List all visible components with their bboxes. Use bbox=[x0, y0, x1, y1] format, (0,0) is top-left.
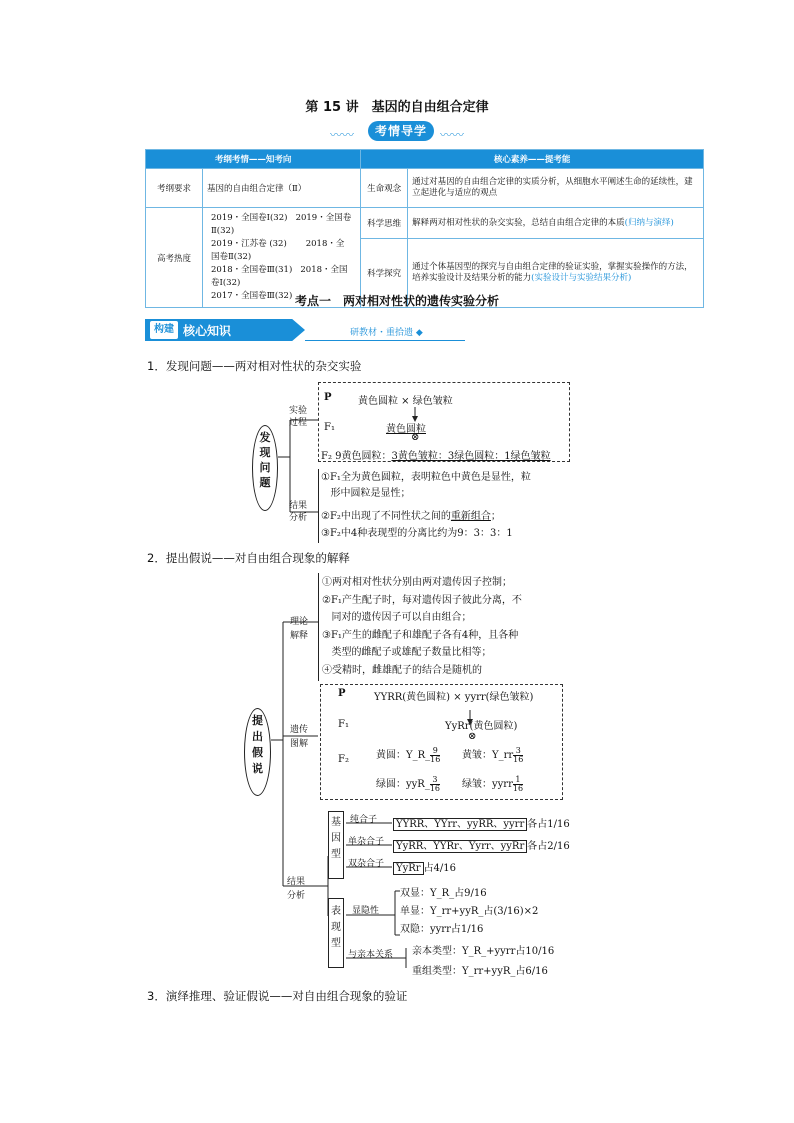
branch-diagram: 遗传 图解 bbox=[290, 725, 309, 749]
section3-title: 3．演绎推理、验证假说——对自由组合现象的验证 bbox=[147, 989, 408, 1003]
req-value: 基因的自由组合定律（Ⅱ） bbox=[203, 169, 361, 208]
p-cross: YYRR(黄色圆粒) × yyrr(绿色皱粒) bbox=[374, 692, 534, 703]
p-label: P bbox=[338, 688, 346, 699]
banner-label: 考情导学 bbox=[368, 121, 434, 141]
f1-value: YyRr(黄色圆粒) bbox=[445, 721, 518, 732]
page-title: 第 15 讲 基因的自由组合定律 bbox=[305, 100, 489, 115]
p-label: P bbox=[324, 392, 332, 403]
heading-text: 核心知识 bbox=[183, 324, 232, 338]
theory-list: ①两对相对性状分别由两对遗传因子控制； ②F₁产生配子时，每对遗传因子彼此分离，不 同对的遗传因子可以自由组合； ③F₁产生的雌配子和雄配子各有4种，且各种 类型的雌配子或雄配子数量比相等； ④受精时，雌雄配子的结合是随机的 bbox=[322, 577, 522, 676]
heat-label: 高考热度 bbox=[146, 208, 203, 308]
f2-green-wrinkled: 绿皱：yyrr $\frac{1}{16}$ bbox=[462, 775, 524, 793]
parental-type: 亲本类型：Y_R_+yyrr占10/16 bbox=[412, 946, 555, 957]
selfing-icon: ⊗ bbox=[411, 432, 420, 443]
double-het-value: YyRr 占4/16 bbox=[393, 859, 456, 874]
f2-row: F₂ 9黄色圆粒：3黄色皱粒：3绿色圆粒：1绿色皱粒 bbox=[321, 451, 551, 462]
f2-yellow-round: 黄圆：Y_R_ $\frac{9}{16}$ bbox=[376, 746, 441, 764]
section-title: 考点一 两对相对性状的遗传实验分析 bbox=[294, 294, 499, 308]
f2-label: F₂ bbox=[338, 754, 349, 765]
f1-label: F₁ bbox=[324, 422, 335, 433]
p-cross: 黄色圆粒 × 绿色皱粒 bbox=[358, 396, 453, 407]
lit-label: 生命观念 bbox=[361, 169, 408, 208]
genotype-box: 基 因 型 bbox=[328, 811, 344, 879]
heat-list: 2019・全国卷Ⅰ(32) 2019・全国卷Ⅱ(32) 2019・江苏卷 (32) 2018・全国卷Ⅱ(32) 2018・全国卷Ⅲ(31) 2018・全国卷Ⅰ(32) 2017・全国卷Ⅲ(32) bbox=[203, 208, 361, 308]
lit-text: 通过个体基因型的探究与自由组合定律的验证实验，掌握实验操作的方法，培养实验设计及结果分析的能力(实验设计与实验结果分析) bbox=[408, 239, 704, 308]
lit-label: 科学探究 bbox=[361, 239, 408, 308]
table-header-right: 核心素养——提考能 bbox=[361, 150, 704, 169]
lit-text: 通过对基因的自由组合定律的实质分析，从细胞水平阐述生命的延续性，建立起进化与适应的观点 bbox=[408, 169, 704, 208]
f2-yellow-wrinkled: 黄皱：Y_rr $\frac{3}{16}$ bbox=[462, 746, 524, 764]
f1-value: 黄色圆粒 bbox=[386, 424, 426, 435]
single-het-label: 单杂合子 bbox=[348, 837, 385, 847]
heading-badge: 构建 bbox=[150, 321, 178, 339]
phenotype-box: 表 现 型 bbox=[328, 898, 344, 968]
result-3: ③F₂中4种表现型的分离比约为9：3：3：1 bbox=[321, 528, 513, 539]
single-dominant: 单显：Y_rr+yyR_占(3/16)×2 bbox=[400, 906, 539, 917]
double-dominant: 双显：Y_R_占9/16 bbox=[400, 888, 487, 899]
selfing-icon: ⊗ bbox=[468, 731, 477, 742]
parent-relation-label: 与亲本关系 bbox=[348, 950, 394, 960]
branch-experiment: 实验 过程 bbox=[289, 406, 308, 428]
double-het-label: 双杂合子 bbox=[348, 859, 385, 869]
single-het-value: YyRR、YYRr、Yyrr、yyRr 各占2/16 bbox=[393, 837, 570, 852]
result-2: ②F₂中出现了不同性状之间的重新组合； bbox=[321, 511, 501, 522]
branch-theory: 理论 解释 bbox=[290, 617, 309, 641]
heading-subtitle: 研教材・重拾遗 ◆ bbox=[350, 328, 423, 338]
req-label: 考纲要求 bbox=[146, 169, 203, 208]
lit-label: 科学思维 bbox=[361, 208, 408, 239]
homozygote-label: 纯合子 bbox=[350, 815, 378, 825]
recombinant-type: 重组类型：Y_rr+yyR_占6/16 bbox=[412, 966, 548, 977]
table-header-left: 考纲考情——知考向 bbox=[146, 150, 361, 169]
wave-icon: 〰〰 bbox=[440, 128, 465, 142]
f2-green-round: 绿圆：yyR_ $\frac{3}{16}$ bbox=[376, 775, 441, 793]
result-1: ①F₁全为黄色圆粒，表明粒色中黄色是显性，粒 形中圆粒是显性； bbox=[321, 472, 531, 499]
branch-analysis: 结果 分析 bbox=[287, 877, 306, 901]
dominance-label: 显隐性 bbox=[352, 906, 380, 916]
hypothesis-node: 提 出 假 说 bbox=[244, 708, 271, 796]
section2-title: 2．提出假说——对自由组合现象的解释 bbox=[147, 551, 350, 565]
lit-text: 解释两对相对性状的杂交实验，总结自由组合定律的本质(归纳与演绎) bbox=[408, 208, 704, 239]
f1-label: F₁ bbox=[338, 719, 349, 730]
double-recessive: 双隐：yyrr占1/16 bbox=[400, 924, 484, 935]
wave-icon: 〰〰 bbox=[330, 128, 355, 142]
discover-node: 发 现 问 题 bbox=[252, 425, 278, 511]
section1-title: 1．发现问题——两对相对性状的杂交实验 bbox=[147, 359, 362, 373]
branch-results: 结果 分析 bbox=[289, 501, 308, 523]
homozygote-value: YYRR、YYrr、yyRR、yyrr 各占1/16 bbox=[393, 815, 570, 830]
